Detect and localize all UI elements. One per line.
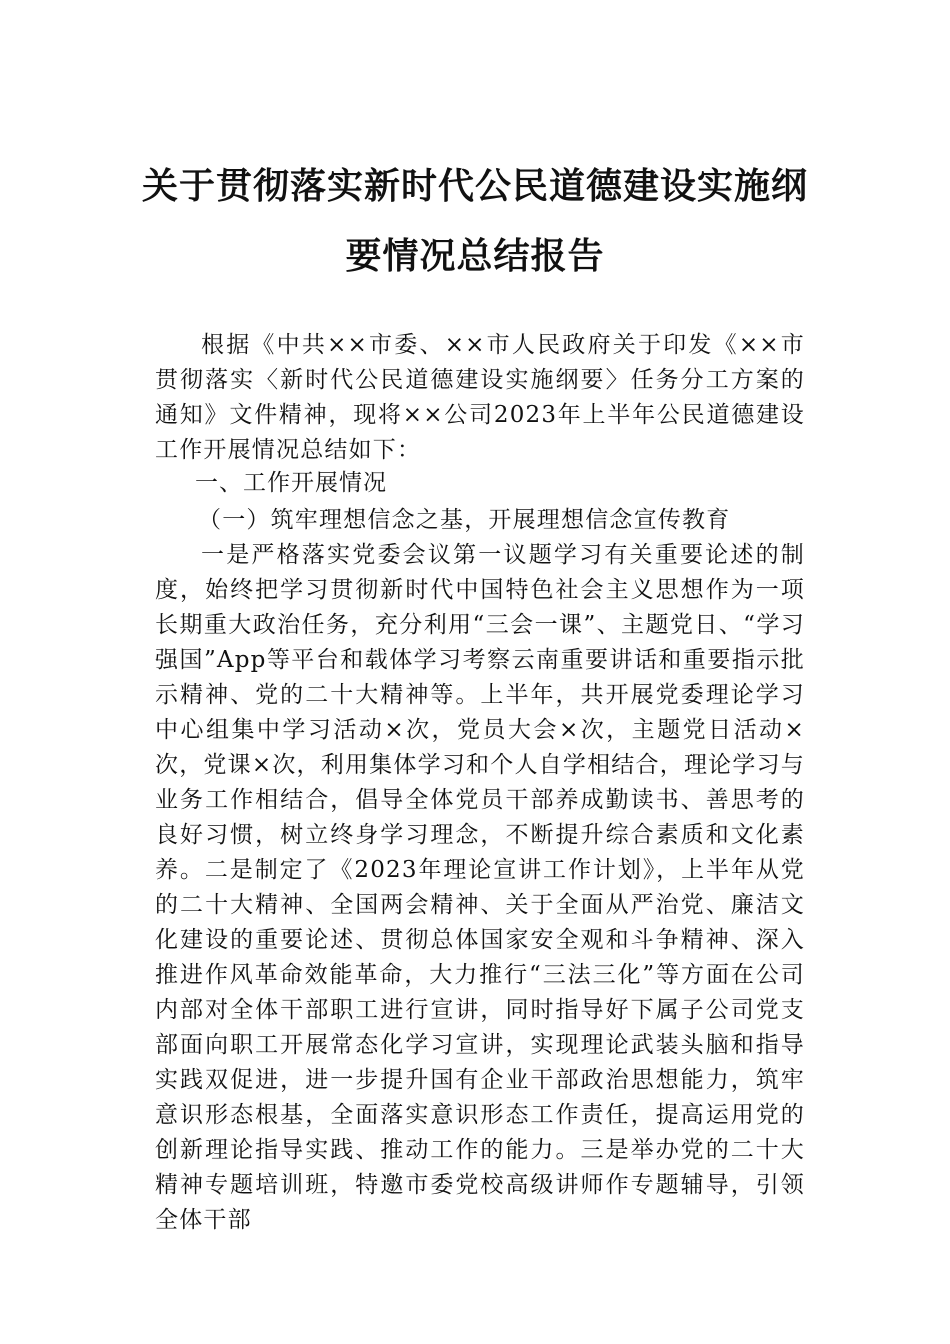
- document-title-line-1: 关于贯彻落实新时代公民道德建设实施纲: [141, 165, 808, 207]
- main-paragraph: 一是严格落实党委会议第一议题学习有关重要论述的制度，始终把学习贯彻新时代中国特色社会主义思想作为一项长期重大政治任务，充分利用“三会一课”、主题党日、“学习强国”App等平台和载体学习考察云南重要讲话和重要指示批示精神、党的二十大精神等。上半年，共开展党委理论学习中心组集中学习活动×次，党员大会×次，主题党日活动×次，党课×次，利用集体学习和个人自学相结合，理论学习与业务工作相结合，倡导全体党员干部养成勤读书、善思考的良好习惯，树立终身学习理念，不断提升综合素质和文化素养。二是制定了《2023年理论宣讲工作计划》，上半年从党的二十大精神、全国两会精神、关于全面从严治党、廉洁文化建设的重要论述、贯彻总体国家安全观和斗争精神、深入推进作风革命效能革命，大力推行“三法三化”等方面在公司内部对全体干部职工进行宣讲，同时指导好下属子公司党支部面向职工开展常态化学习宣讲，实现理论武装头脑和指导实践双促进，进一步提升国有企业干部政治思想能力，筑牢意识形态根基，全面落实意识形态工作责任，提高运用党的创新理论指导实践、推动工作的能力。三是举办党的二十大精神专题培训班，特邀市委党校高级讲师作专题辅导，引领全体干部: [155, 542, 805, 1233]
- subsection-heading: （一）筑牢理想信念之基，开展理想信念宣传教育: [198, 507, 731, 533]
- section-heading: 一、工作开展情况: [195, 470, 387, 496]
- intro-paragraph: 根据《中共××市委、××市人民政府关于印发《××市贯彻落实〈新时代公民道德建设实施纲要〉任务分工方案的通知》文件精神，现将××公司2023年上半年公民道德建设工作开展情况总结如下：: [155, 332, 805, 463]
- document-title-line-2: 要情况总结报告: [345, 235, 605, 277]
